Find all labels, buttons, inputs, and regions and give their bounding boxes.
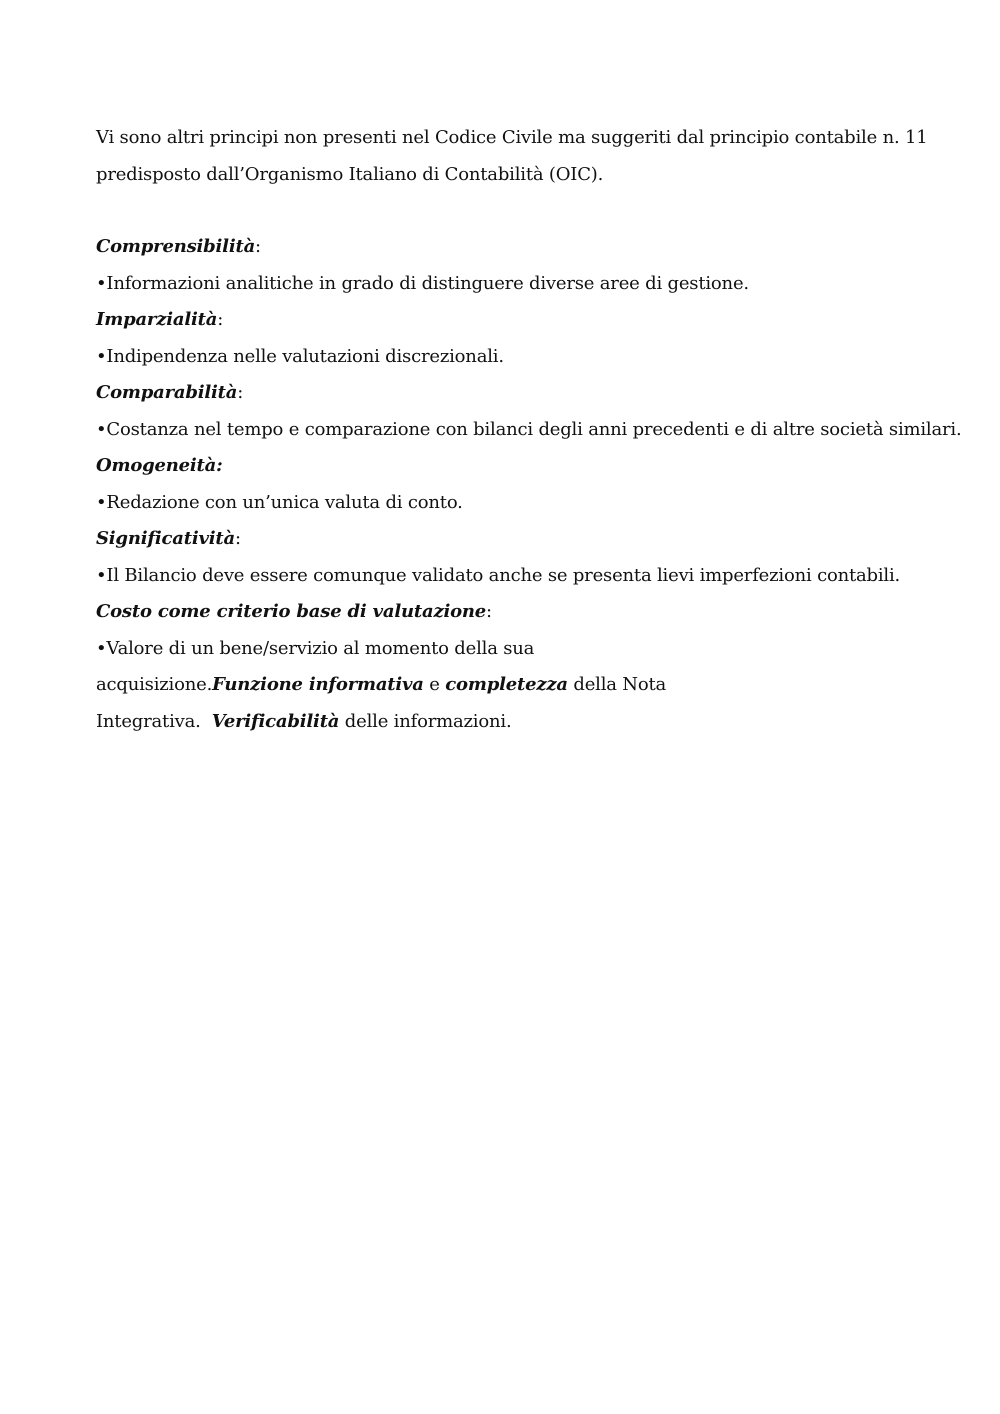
document-body [96, 120, 962, 740]
closing-text: delle informazioni. [339, 710, 512, 732]
intro-line-1: Vi sono altri principi non presenti nel Codice Civile ma suggeriti dal principio contabile n. 11 [96, 127, 928, 148]
heading-text: Comparabilità [96, 382, 238, 403]
emphasis-verificabilita: Verificabilità [211, 710, 340, 732]
heading-text: Significatività [96, 528, 235, 549]
heading-suffix: : [234, 528, 241, 549]
closing-line-1 [96, 667, 896, 704]
emphasis-completezza: completezza [445, 674, 568, 695]
heading-text: Comprensibilità [96, 236, 256, 257]
heading-suffix: : [255, 236, 261, 257]
heading-text: Imparzialità [96, 309, 218, 330]
section-heading-imparzialita [96, 302, 896, 339]
closing-text: della Nota [567, 674, 667, 695]
bullet-comprensibilita: •Informazioni analitiche in grado di distinguere diverse aree di gestione. [96, 272, 749, 294]
paragraph-spacer [96, 193, 896, 229]
emphasis-funzione-informativa: Funzione informativa [212, 674, 424, 695]
heading-suffix: : [217, 309, 224, 330]
section-heading-omogeneita [96, 448, 896, 485]
bullet-omogeneita: •Redazione con un’unica valuta di conto. [96, 491, 463, 513]
heading-suffix: : [486, 601, 492, 622]
bullet-imparzialita: •Indipendenza nelle valutazioni discrezionali. [96, 345, 504, 367]
section-heading-comprensibilita [96, 229, 896, 266]
section-heading-significativita [96, 521, 896, 558]
closing-line-2 [96, 704, 896, 741]
section-heading-costo [96, 594, 896, 631]
section-heading-comparabilita [96, 375, 896, 412]
intro-line-2: predisposto dall’Organismo Italiano di Contabilità (OIC). [96, 163, 604, 185]
heading-text: Costo come criterio base di valutazione [96, 601, 487, 622]
heading-text: Omogeneità: [96, 455, 223, 476]
bullet-costo: •Valore di un bene/servizio al momento della sua [96, 637, 535, 659]
heading-suffix: : [237, 382, 244, 403]
bullet-significativita: •Il Bilancio deve essere comunque validato anche se presenta lievi imperfezioni contabili. [96, 564, 901, 586]
closing-text: Integrativa. [96, 710, 212, 732]
bullet-comparabilita: •Costanza nel tempo e comparazione con bilanci degli anni precedenti e di altre società similari. [96, 418, 962, 440]
closing-text: e [423, 674, 446, 695]
closing-text: acquisizione. [96, 674, 213, 695]
